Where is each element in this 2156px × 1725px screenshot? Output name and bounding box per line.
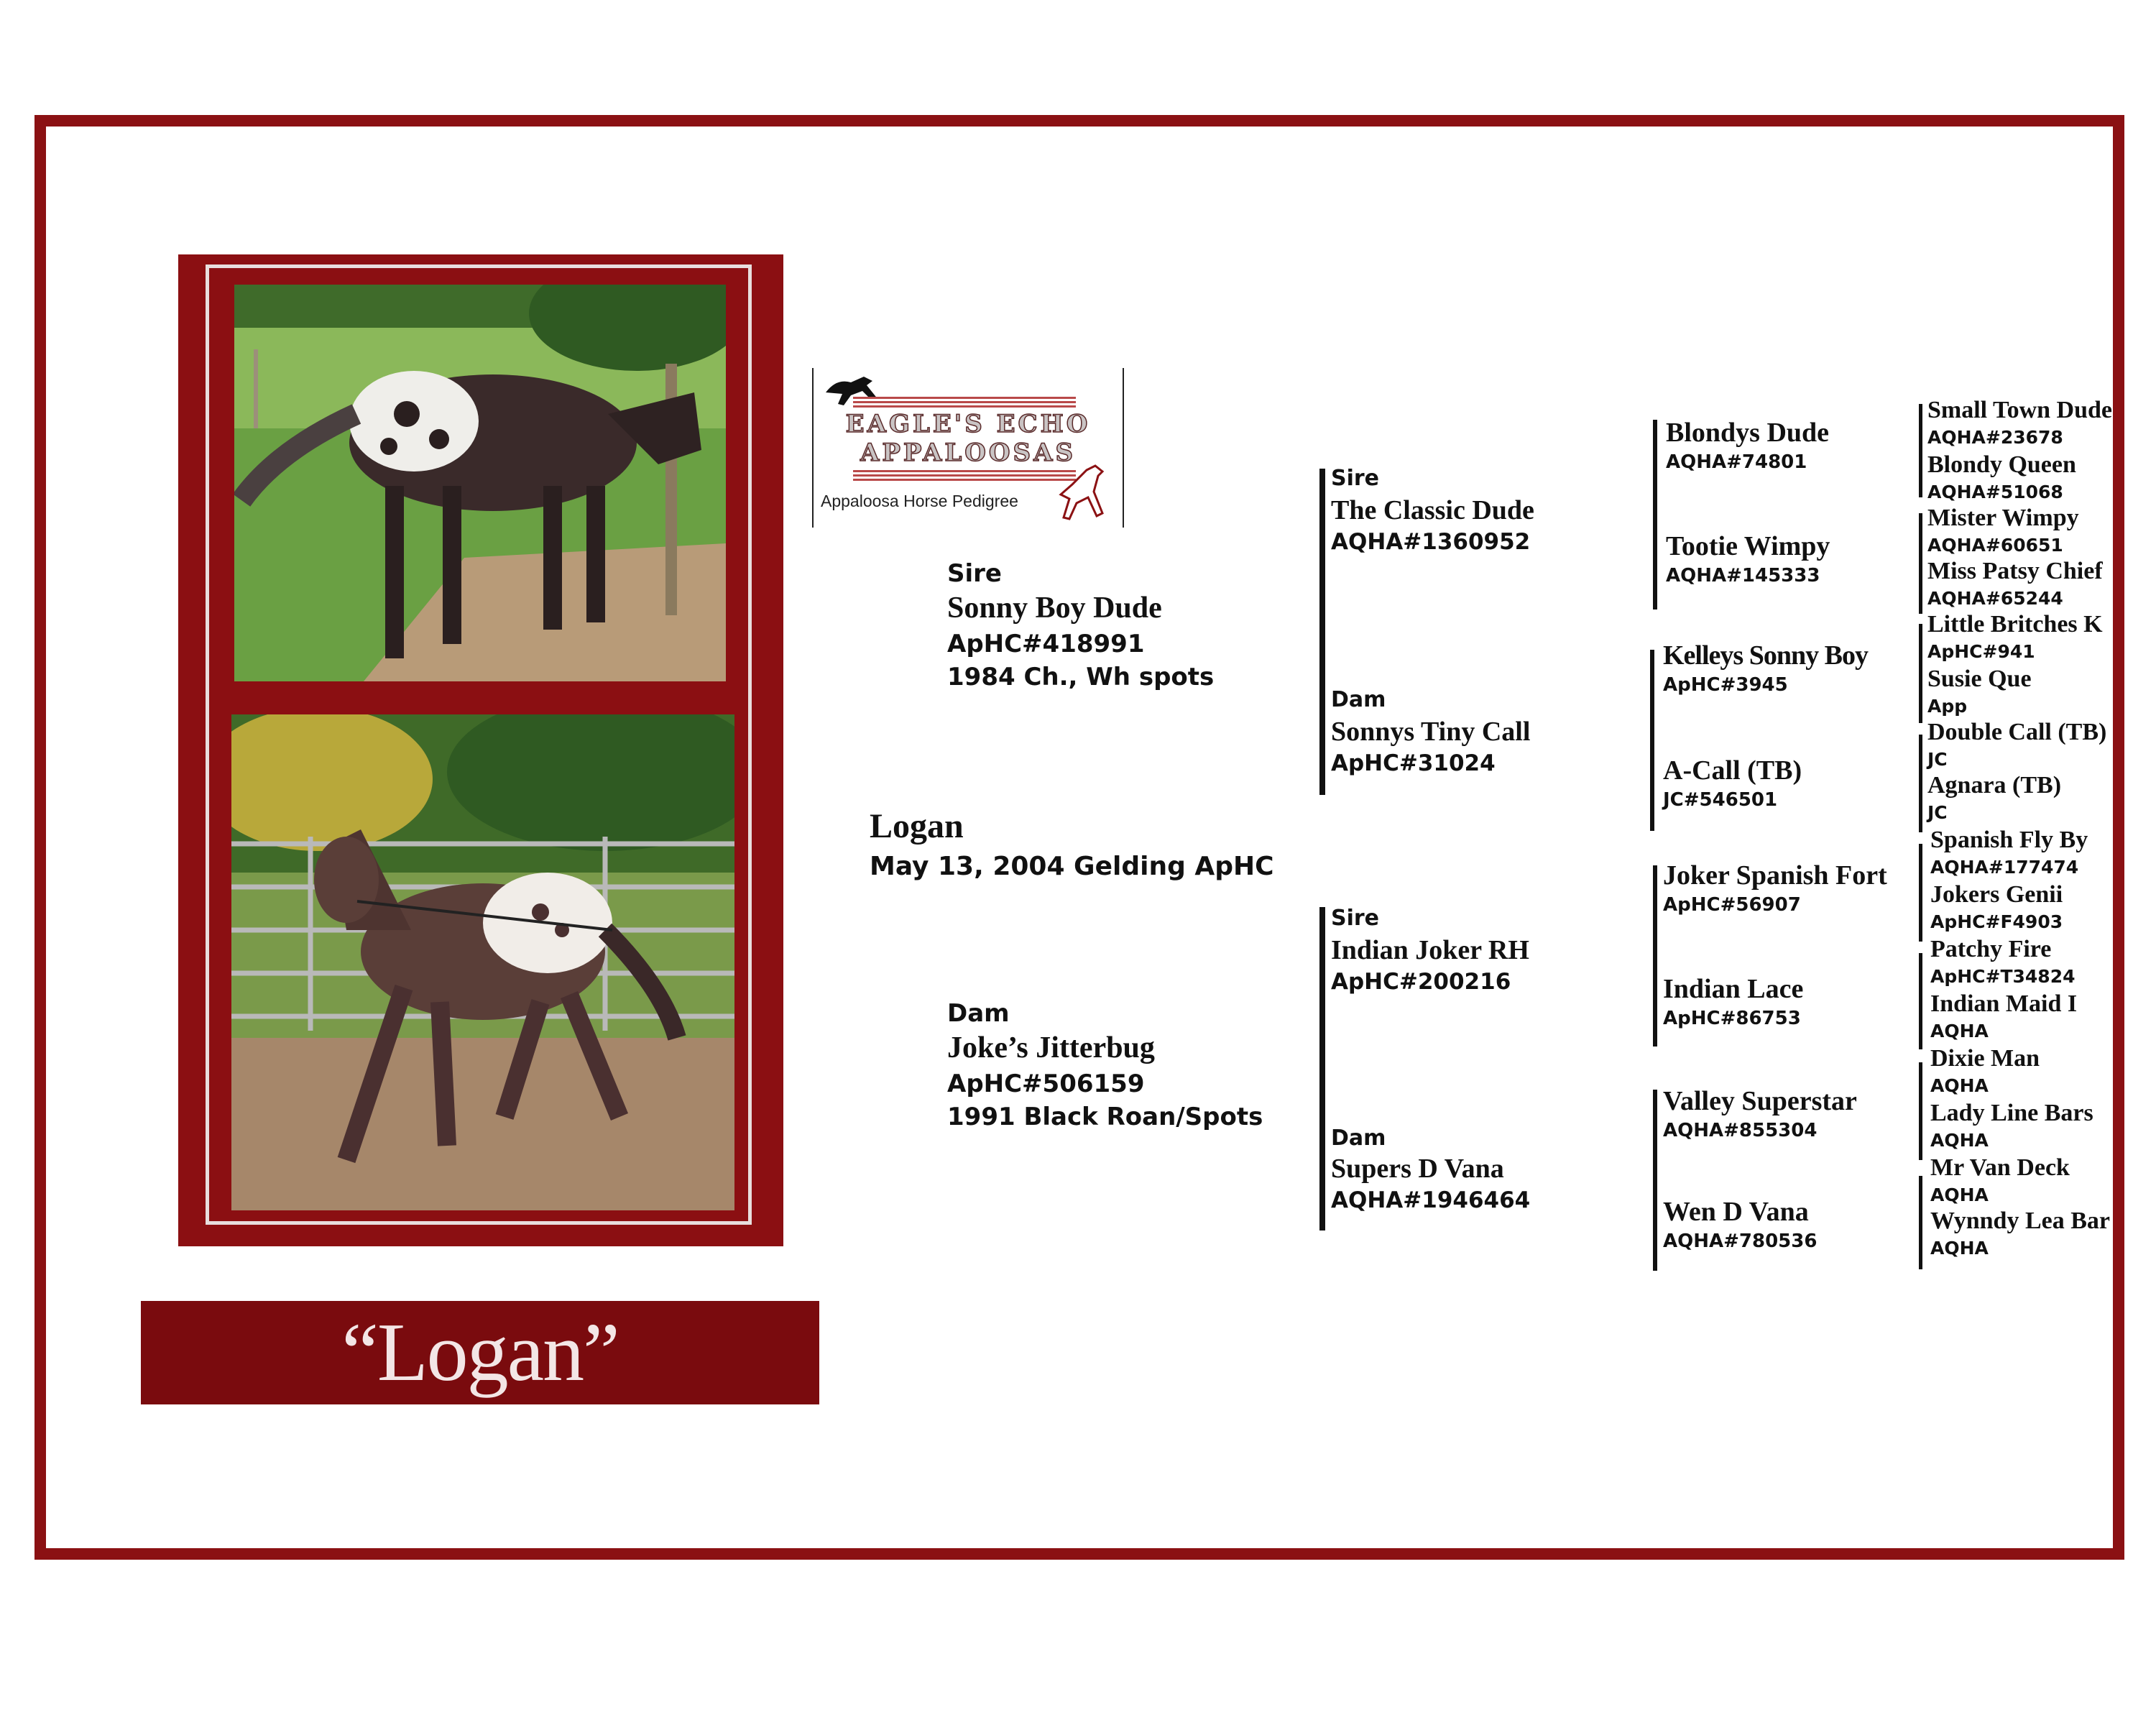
gen4-7-name: Agnara (TB) xyxy=(1927,772,2062,799)
gen4-bracket-0 xyxy=(1919,404,1922,497)
gen4-11-name: Indian Maid I xyxy=(1930,990,2078,1017)
logo-title-line2: APPALOOSAS xyxy=(860,438,1077,467)
horse-photo-standing xyxy=(234,285,726,681)
gen3-6-name: Valley Superstar xyxy=(1663,1086,1857,1116)
gen4-1-name: Blondy Queen xyxy=(1927,451,2076,478)
gen4-10-reg: ApHC#T34824 xyxy=(1930,966,2076,987)
gen2-1-label: Dam xyxy=(1331,687,1386,712)
gen4-15-name: Wynndy Lea Bar xyxy=(1930,1208,2111,1234)
gen4-15-reg: AQHA xyxy=(1930,1238,1989,1259)
gen4-12-name: Dixie Man xyxy=(1930,1045,2040,1072)
horse-photo-trotting xyxy=(231,714,734,1210)
gen2-0-reg: AQHA#1360952 xyxy=(1331,529,1531,555)
gen1-dam-label: Dam xyxy=(947,999,1010,1028)
gen4-3-name: Miss Patsy Chief xyxy=(1927,558,2103,584)
gen4-4-name: Little Britches K xyxy=(1927,611,2103,638)
gen4-14-reg: AQHA xyxy=(1930,1184,1989,1205)
logo-stripes-bottom xyxy=(853,470,1076,483)
gen3-bracket-0 xyxy=(1653,420,1657,610)
gen3-3-reg: JC#546501 xyxy=(1663,789,1778,811)
gen4-bracket-1 xyxy=(1919,513,1922,614)
logo xyxy=(812,368,1124,528)
gen4-5-name: Susie Que xyxy=(1927,666,2032,692)
gen4-12-reg: AQHA xyxy=(1930,1075,1989,1096)
gen2-3-label: Dam xyxy=(1331,1126,1386,1151)
gen1-sire-label: Sire xyxy=(947,559,1002,588)
gen2-2-reg: ApHC#200216 xyxy=(1331,969,1511,995)
gen4-13-reg: AQHA xyxy=(1930,1130,1989,1151)
gen3-bracket-3 xyxy=(1653,1090,1657,1271)
horse-name-banner: “Logan” xyxy=(141,1301,819,1404)
gen4-10-name: Patchy Fire xyxy=(1930,936,2052,962)
gen3-1-reg: AQHA#145333 xyxy=(1666,565,1820,586)
gen1-sire-reg: ApHC#418991 xyxy=(947,630,1145,658)
gen4-bracket-2 xyxy=(1919,624,1922,723)
gen2-3-reg: AQHA#1946464 xyxy=(1331,1187,1531,1213)
gen4-0-reg: AQHA#23678 xyxy=(1927,427,2063,448)
gen3-bracket-2 xyxy=(1653,865,1657,1046)
gen3-2-name: Kelleys Sonny Boy xyxy=(1663,640,1868,671)
logo-subtitle: Appaloosa Horse Pedigree xyxy=(821,492,1018,510)
gen4-5-reg: App xyxy=(1927,696,1968,717)
gen3-4-name: Joker Spanish Fort xyxy=(1663,860,1887,891)
gen4-4-reg: ApHC#941 xyxy=(1927,641,2035,662)
gen3-0-reg: AQHA#74801 xyxy=(1666,451,1807,473)
gen4-9-name: Jokers Genii xyxy=(1930,881,2063,908)
gen4-bracket-3 xyxy=(1919,735,1922,832)
gen4-0-name: Small Town Dude xyxy=(1927,397,2112,423)
gen3-4-reg: ApHC#56907 xyxy=(1663,894,1801,916)
gen4-8-name: Spanish Fly By xyxy=(1930,827,2088,853)
gen4-14-name: Mr Van Deck xyxy=(1930,1154,2070,1181)
gen1-dam-reg: ApHC#506159 xyxy=(947,1070,1145,1098)
gen4-9-reg: ApHC#F4903 xyxy=(1930,911,2063,932)
horse-name: Logan xyxy=(870,807,964,845)
gen2-2-label: Sire xyxy=(1331,906,1380,931)
gen3-bracket-1 xyxy=(1650,650,1654,831)
gen4-3-reg: AQHA#65244 xyxy=(1927,588,2063,609)
gen4-6-reg: JC xyxy=(1927,749,1948,770)
gen3-5-name: Indian Lace xyxy=(1663,974,1804,1004)
gen1-sire-name: Sonny Boy Dude xyxy=(947,592,1162,625)
gen3-2-reg: ApHC#3945 xyxy=(1663,674,1788,696)
gen4-6-name: Double Call (TB) xyxy=(1927,719,2107,745)
gen2-3-name: Supers D Vana xyxy=(1331,1154,1504,1184)
gen2-0-label: Sire xyxy=(1331,466,1380,491)
gen4-2-reg: AQHA#60651 xyxy=(1927,535,2063,556)
gen1-dam-name: Joke’s Jitterbug xyxy=(947,1031,1155,1064)
gen2-2-name: Indian Joker RH xyxy=(1331,935,1529,965)
gen3-3-name: A-Call (TB) xyxy=(1663,755,1802,786)
gen3-7-reg: AQHA#780536 xyxy=(1663,1230,1818,1252)
gen1-sire-desc: 1984 Ch., Wh spots xyxy=(947,663,1215,691)
gen4-7-reg: JC xyxy=(1927,802,1948,823)
gen4-bracket-5 xyxy=(1919,953,1922,1049)
gen1-dam-desc: 1991 Black Roan/Spots xyxy=(947,1103,1263,1131)
gen4-13-name: Lady Line Bars xyxy=(1930,1100,2093,1126)
gen4-8-reg: AQHA#177474 xyxy=(1930,857,2079,878)
gen3-0-name: Blondys Dude xyxy=(1666,418,1830,448)
photo-panel xyxy=(178,254,783,1246)
gen3-5-reg: ApHC#86753 xyxy=(1663,1008,1801,1029)
gen3-6-reg: AQHA#855304 xyxy=(1663,1120,1818,1141)
gen3-7-name: Wen D Vana xyxy=(1663,1197,1809,1227)
gen4-2-name: Mister Wimpy xyxy=(1927,505,2079,531)
horse-details: May 13, 2004 Gelding ApHC xyxy=(870,852,1274,881)
gen2-bracket-top xyxy=(1319,469,1325,795)
gen4-bracket-7 xyxy=(1919,1176,1922,1269)
gen4-1-reg: AQHA#51068 xyxy=(1927,482,2063,502)
logo-title-line1: EAGLE'S ECHO xyxy=(845,410,1091,438)
gen4-bracket-6 xyxy=(1919,1062,1922,1160)
logo-stripes-top xyxy=(853,397,1076,410)
gen4-bracket-4 xyxy=(1919,844,1922,942)
gen2-0-name: The Classic Dude xyxy=(1331,495,1534,525)
gen3-1-name: Tootie Wimpy xyxy=(1666,531,1830,561)
gen4-11-reg: AQHA xyxy=(1930,1021,1989,1041)
gen2-1-reg: ApHC#31024 xyxy=(1331,750,1496,776)
gen2-1-name: Sonnys Tiny Call xyxy=(1331,717,1531,747)
rearing-horse-icon xyxy=(1051,463,1115,523)
gen2-bracket-bottom xyxy=(1319,907,1325,1230)
